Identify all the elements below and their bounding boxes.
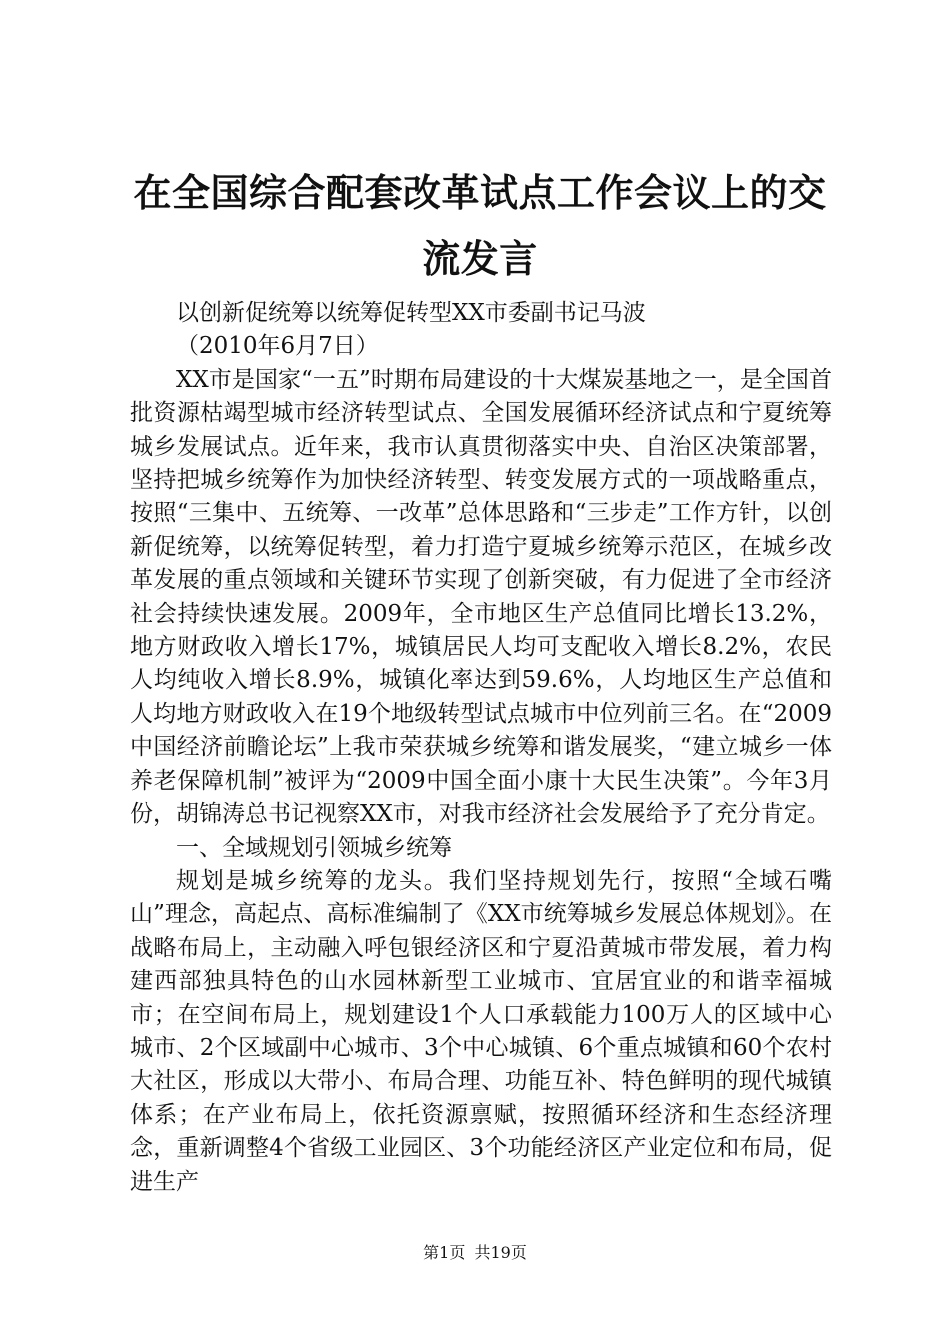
page-number: 第1页: [423, 1243, 466, 1262]
paragraph: XX市是国家“一五”时期布局建设的十大煤炭基地之一，是全国首批资源枯竭型城市经济转型试点、全国发展循环经济试点和宁夏统筹城乡发展试点。近年来，我市认真贯彻落实中央、自治区决策部署，坚持把城乡统筹作为加快经济转型、转变发展方式的一项战略重点，按照“三集中、五统筹、一改革”总体思路和“三步走”工作方针，以创新促统筹，以统筹促转型，着力打造宁夏城乡统筹示范区，在城乡改革发展的重点领域和关键环节实现了创新突破，有力促进了全市经济社会持续快速发展。2009年，全市地区生产总值同比增长13.2%，地方财政收入增长17%，城镇居民人均可支配收入增长8.2%，农民人均纯收入增长8.9%，城镇化率达到59.6%，人均地区生产总值和人均地方财政收入在19个地级转型试点城市中位列前三名。在“2009中国经济前瞻论坛”上我市荣获城乡统筹和谐发展奖，“建立城乡一体养老保障机制”被评为“2009中国全面小康十大民生决策”。今年3月份，胡锦涛总书记视察XX市，对我市经济社会发展给予了充分肯定。: [130, 366, 832, 828]
paragraph: 规划是城乡统筹的龙头。我们坚持规划先行，按照“全域石嘴山”理念，高起点、高标准编制了《XX市统筹城乡发展总体规划》。在战略布局上，主动融入呼包银经济区和宁夏沿黄城市带发展，着力构建西部独具特色的山水园林新型工业城市、宜居宜业的和谐幸福城市；在空间布局上，规划建设1个人口承载能力100万人的区域中心城市、2个区域副中心城市、3个中心城镇、6个重点城镇和60个农村大社区，形成以大带小、布局合理、功能互补、特色鲜明的现代城镇体系；在产业布局上，依托资源禀赋，按照循环经济和生态经济理念，重新调整4个省级工业园区、3个功能经济区产业定位和布局，促进生产: [130, 867, 832, 1195]
document-title: 在全国综合配套改革试点工作会议上的交流发言: [133, 171, 827, 281]
page-footer: [0, 1243, 950, 1263]
page-total: 共19页: [474, 1243, 527, 1262]
date-line: （2010年6月7日）: [176, 333, 379, 360]
section-heading: 一、全域规划引领城乡统筹: [176, 834, 452, 861]
document-body: [130, 297, 832, 1199]
author-line: 以创新促统筹以统筹促转型XX市委副书记马波: [176, 300, 646, 326]
